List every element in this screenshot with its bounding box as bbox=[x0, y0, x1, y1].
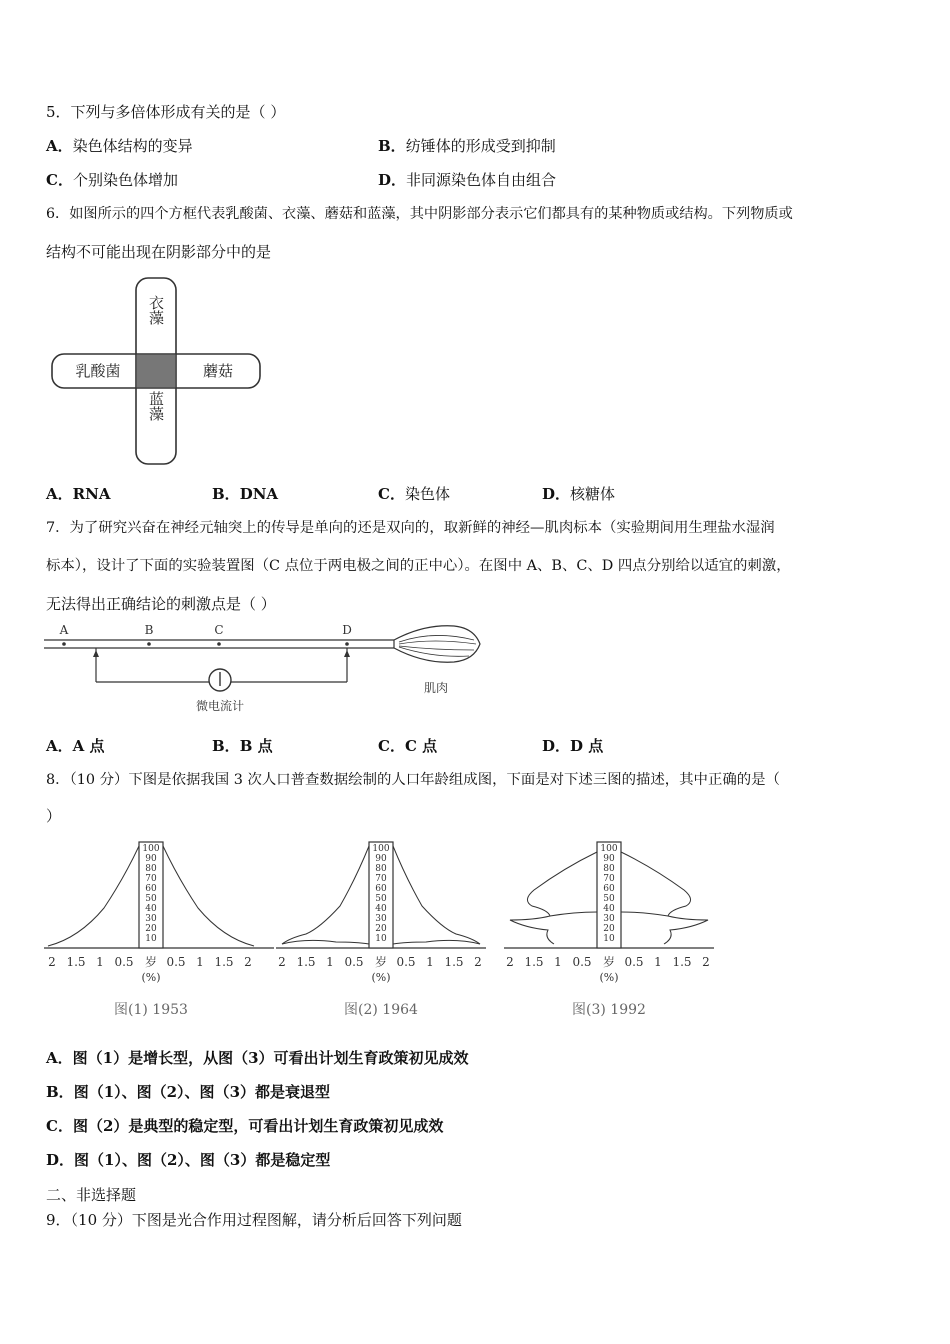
option-text: 图（1）、图（2）、图（3）都是稳定型 bbox=[74, 1151, 331, 1169]
option-text: D 点 bbox=[570, 737, 604, 755]
q8-option-a[interactable] bbox=[46, 1048, 469, 1068]
q5-option-a[interactable] bbox=[46, 136, 193, 156]
q5-option-c[interactable] bbox=[46, 170, 178, 190]
age-tick: 10 bbox=[375, 934, 387, 944]
option-text: 图（1）是增长型，从图（3）可看出计划生育政策初见成效 bbox=[72, 1049, 469, 1067]
option-text: DNA bbox=[239, 485, 279, 503]
q5-stem: 5．下列与多倍体形成有关的是（ ） bbox=[46, 103, 286, 121]
axis-tick: 1 bbox=[326, 955, 334, 969]
option-text: A 点 bbox=[72, 737, 105, 755]
point-b-label: B bbox=[144, 623, 154, 637]
age-tick: 80 bbox=[603, 864, 615, 874]
option-letter: D． bbox=[378, 171, 407, 189]
option-text: 图（2）是典型的稳定型，可看出计划生育政策初见成效 bbox=[72, 1117, 444, 1135]
option-text: 图（1）、图（2）、图（3）都是衰退型 bbox=[73, 1083, 331, 1101]
age-tick: 20 bbox=[603, 924, 615, 934]
section-title: 二、非选择题 bbox=[46, 1186, 137, 1204]
age-tick: 60 bbox=[375, 884, 387, 894]
label-top: 衣藻 bbox=[147, 295, 165, 325]
option-text: 核糖体 bbox=[570, 485, 616, 503]
age-tick: 40 bbox=[375, 904, 387, 914]
option-letter: B． bbox=[212, 737, 240, 755]
pyramid-1953 bbox=[44, 842, 274, 1018]
option-text: RNA bbox=[72, 485, 111, 503]
age-tick: 30 bbox=[603, 914, 615, 924]
age-tick: 100 bbox=[600, 844, 618, 854]
option-letter: D． bbox=[542, 485, 571, 503]
option-letter: C． bbox=[46, 1117, 73, 1135]
meter-label: 微电流计 bbox=[195, 699, 245, 713]
axis-tick: 2 bbox=[48, 955, 56, 969]
option-letter: A． bbox=[46, 485, 73, 503]
axis-unit: (%) bbox=[371, 971, 391, 984]
axis-tick: 0.5 bbox=[624, 955, 644, 969]
q7-option-c[interactable] bbox=[378, 736, 437, 756]
option-letter: A． bbox=[46, 737, 73, 755]
axis-tick: 1 bbox=[96, 955, 104, 969]
axis-tick: 1 bbox=[196, 955, 204, 969]
age-tick: 70 bbox=[145, 874, 157, 884]
age-tick: 90 bbox=[603, 854, 615, 864]
option-text: B 点 bbox=[239, 737, 273, 755]
age-tick: 90 bbox=[145, 854, 157, 864]
q9-stem: 9．（10 分）下图是光合作用过程图解，请分析后回答下列问题 bbox=[46, 1211, 462, 1229]
q8-stem-line2: ） bbox=[46, 807, 62, 825]
option-text: 染色体结构的变异 bbox=[72, 137, 193, 155]
label-left: 乳酸菌 bbox=[75, 362, 121, 380]
axis-tick: 岁 bbox=[374, 955, 388, 969]
axis-tick: 0.5 bbox=[166, 955, 186, 969]
q7-option-d[interactable] bbox=[542, 736, 603, 756]
age-tick: 20 bbox=[145, 924, 157, 934]
axis-tick: 1.5 bbox=[296, 955, 316, 969]
axis-tick: 1 bbox=[654, 955, 662, 969]
age-tick: 40 bbox=[145, 904, 157, 914]
q6-cross-diagram bbox=[48, 274, 264, 468]
option-text: 纺锤体的形成受到抑制 bbox=[405, 137, 556, 155]
axis-tick: 岁 bbox=[144, 955, 158, 969]
option-letter: C． bbox=[46, 171, 73, 189]
q7-stem-line1: 7．为了研究兴奋在神经元轴突上的传导是单向的还是双向的，取新鲜的神经—肌肉标本（实验期间用生理盐水湿润 bbox=[46, 520, 775, 536]
axis-tick: 0.5 bbox=[114, 955, 134, 969]
option-letter: C． bbox=[378, 485, 405, 503]
axis-tick: 0.5 bbox=[396, 955, 416, 969]
option-letter: D． bbox=[46, 1151, 75, 1169]
q7-option-b[interactable] bbox=[212, 736, 273, 756]
chart-caption: 图(3) 1992 bbox=[572, 1002, 646, 1018]
age-tick: 10 bbox=[603, 934, 615, 944]
q8-population-pyramids bbox=[44, 838, 724, 1023]
axis-unit: (%) bbox=[599, 971, 619, 984]
option-text: 非同源染色体自由组合 bbox=[406, 171, 557, 189]
q7-stem-line3: 无法得出正确结论的刺激点是（ ） bbox=[46, 595, 276, 613]
option-letter: C． bbox=[378, 737, 405, 755]
age-tick: 70 bbox=[375, 874, 387, 884]
age-tick: 100 bbox=[142, 844, 160, 854]
axis-unit: (%) bbox=[141, 971, 161, 984]
chart-caption: 图(2) 1964 bbox=[344, 1002, 418, 1018]
q6-stem-line1: 6．如图所示的四个方框代表乳酸菌、衣藻、蘑菇和蓝藻，其中阴影部分表示它们都具有的某种物质或结构。下列物质或 bbox=[46, 206, 793, 222]
axis-tick: 1.5 bbox=[66, 955, 86, 969]
q6-option-c[interactable] bbox=[378, 484, 450, 504]
label-bottom: 蓝藻 bbox=[147, 391, 165, 421]
age-tick: 60 bbox=[145, 884, 157, 894]
axis-tick: 1 bbox=[426, 955, 434, 969]
axis-tick: 2 bbox=[702, 955, 710, 969]
q7-option-a[interactable] bbox=[46, 736, 105, 756]
age-tick: 10 bbox=[145, 934, 157, 944]
q7-nerve-muscle-diagram bbox=[44, 620, 484, 720]
axis-tick: 1 bbox=[554, 955, 562, 969]
axis-tick: 2 bbox=[474, 955, 482, 969]
age-tick: 80 bbox=[145, 864, 157, 874]
age-tick: 20 bbox=[375, 924, 387, 934]
age-tick: 30 bbox=[145, 914, 157, 924]
age-tick: 50 bbox=[375, 894, 387, 904]
option-letter: A． bbox=[46, 1049, 73, 1067]
q8-option-d[interactable] bbox=[46, 1150, 330, 1170]
age-tick: 80 bbox=[375, 864, 387, 874]
point-d-label: D bbox=[342, 623, 352, 637]
axis-tick: 1.5 bbox=[672, 955, 692, 969]
age-tick: 30 bbox=[375, 914, 387, 924]
q7-stem-line2: 标本），设计了下面的实验装置图（C 点位于两电极之间的正中心）。在图中 A、B、C、D 四点分别给以适宜的刺激， bbox=[46, 558, 791, 574]
q6-option-d[interactable] bbox=[542, 484, 615, 504]
q5-option-d[interactable] bbox=[378, 170, 556, 190]
axis-tick: 1.5 bbox=[524, 955, 544, 969]
axis-tick: 0.5 bbox=[344, 955, 364, 969]
q6-stem-line2: 结构不可能出现在阴影部分中的是 bbox=[46, 243, 272, 261]
option-letter: B． bbox=[46, 1083, 74, 1101]
label-right: 蘑菇 bbox=[202, 362, 234, 380]
axis-tick: 岁 bbox=[602, 955, 616, 969]
axis-tick: 0.5 bbox=[572, 955, 592, 969]
option-text: C 点 bbox=[404, 737, 438, 755]
axis-tick: 2 bbox=[506, 955, 514, 969]
age-tick: 70 bbox=[603, 874, 615, 884]
axis-tick: 1.5 bbox=[214, 955, 234, 969]
age-tick: 60 bbox=[603, 884, 615, 894]
option-letter: A． bbox=[46, 137, 73, 155]
q8-option-b[interactable] bbox=[46, 1082, 330, 1102]
age-tick: 50 bbox=[603, 894, 615, 904]
point-c-label: C bbox=[214, 623, 224, 637]
axis-tick: 1.5 bbox=[444, 955, 464, 969]
age-tick: 50 bbox=[145, 894, 157, 904]
age-tick: 100 bbox=[372, 844, 390, 854]
axis-tick: 2 bbox=[244, 955, 252, 969]
q6-option-a[interactable] bbox=[46, 484, 110, 504]
pyramid-1964 bbox=[276, 842, 486, 1018]
option-letter: D． bbox=[542, 737, 571, 755]
q5-option-b[interactable] bbox=[378, 136, 556, 156]
age-tick: 90 bbox=[375, 854, 387, 864]
age-tick: 40 bbox=[603, 904, 615, 914]
pyramid-1992 bbox=[504, 842, 714, 1018]
q8-stem-line1: 8．（10 分）下图是依据我国 3 次人口普查数据绘制的人口年龄组成图，下面是对下述三图的描述，其中正确的是（ bbox=[46, 772, 780, 788]
option-letter: B． bbox=[212, 485, 240, 503]
option-letter: B． bbox=[378, 137, 406, 155]
q6-option-b[interactable] bbox=[212, 484, 278, 504]
axis-tick: 2 bbox=[278, 955, 286, 969]
point-a-label: A bbox=[59, 623, 69, 637]
option-text: 染色体 bbox=[404, 485, 450, 503]
option-text: 个别染色体增加 bbox=[72, 171, 178, 189]
chart-caption: 图(1) 1953 bbox=[114, 1002, 188, 1018]
muscle-label: 肌肉 bbox=[423, 681, 449, 695]
q8-option-c[interactable] bbox=[46, 1116, 443, 1136]
